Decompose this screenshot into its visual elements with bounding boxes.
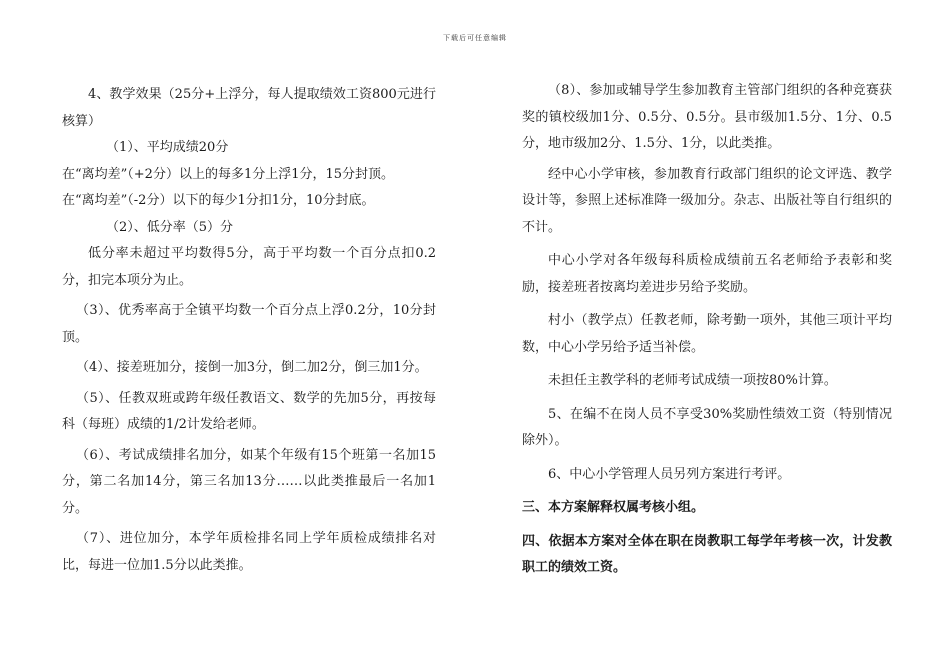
subheading-average-score: （1）、平均成绩20分 [106, 140, 229, 155]
section-heading-annual-assessment: 四、依据本方案对全体在职在岗教职工每学年考核一次，计发教职工的绩效工资。 [522, 533, 892, 575]
paragraph-above-mean: 在“离均差”（+2分）以上的每多1分上浮1分，15分封顶。 [62, 166, 395, 182]
paragraph-competition-awards: （8）、参加或辅导学生参加教育主管部门组织的各种竞赛获奖的镇校级加1分、0.5分、0.5分。县市级加1.5分、1分、0.5分，地市级加2分、1.5分、1分，以此类推。 [522, 83, 892, 151]
paragraph-off-post-staff: 5、在编不在岗人员不享受30%奖励性绩效工资（特别情况除外）。 [522, 406, 892, 448]
right-column [522, 78, 892, 582]
paragraph-low-score-rate: 低分率未超过平均数得5分，高于平均数一个百分点扣0.2分，扣完本项分为止。 [62, 246, 436, 288]
paragraph-below-mean: 在“离均差”（-2分）以下的每少1分扣1分，10分封底。 [62, 193, 375, 208]
paragraph-ranking-bonus: （6）、考试成绩排名加分，如某个年级有15个班第一名加15分，第二名加14分，第三名加13分……以此类推最后一名加1分。 [62, 447, 436, 516]
section-heading-teaching-effect: 4、教学效果（25分+上浮分，每人提取绩效工资800元进行核算） [62, 87, 436, 129]
paragraph-excellence-rate: （3）、优秀率高于全镇平均数一个百分点上浮0.2分，10分封顶。 [62, 303, 436, 345]
section-heading-interpretation: 三、本方案解释权属考核小组。 [522, 500, 705, 515]
paragraph-paper-selection: 经中心小学审核，参加教育行政部门组织的论文评选、教学设计等，参照上述标准降一级加分。杂志、出版社等自行组织的不计。 [522, 166, 892, 235]
subheading-low-score-rate: （2）、低分率（5）分 [106, 219, 234, 235]
paragraph-double-class-bonus: （5）、任教双班或跨年级任教语文、数学的先加5分，再按每科（每班）成绩的1/2计发给老师。 [62, 390, 436, 432]
paragraph-weak-class-bonus: （4）、接差班加分，接倒一加3分，倒二加2分，倒三加1分。 [76, 360, 428, 375]
page-header: 下载后可任意编辑 [443, 34, 507, 42]
left-column [62, 82, 436, 579]
paragraph-top-five-reward: 中心小学对各年级每科质检成绩前五名老师给予表彰和奖励，接差班者按离均差进步另给予奖励。 [522, 253, 892, 295]
paragraph-village-school: 村小（教学点）任教老师，除考勤一项外，其他三项计平均数，中心小学另给予适当补偿。 [522, 313, 892, 355]
paragraph-management-staff: 6、中心小学管理人员另列方案进行考评。 [548, 466, 791, 482]
paragraph-progress-bonus: （7）、进位加分，本学年质检排名同上学年质检成绩排名对比，每进一位加1.5分以此类推。 [62, 531, 436, 573]
paragraph-non-main-subject: 未担任主教学科的老师考试成绩一项按80%计算。 [548, 373, 837, 388]
